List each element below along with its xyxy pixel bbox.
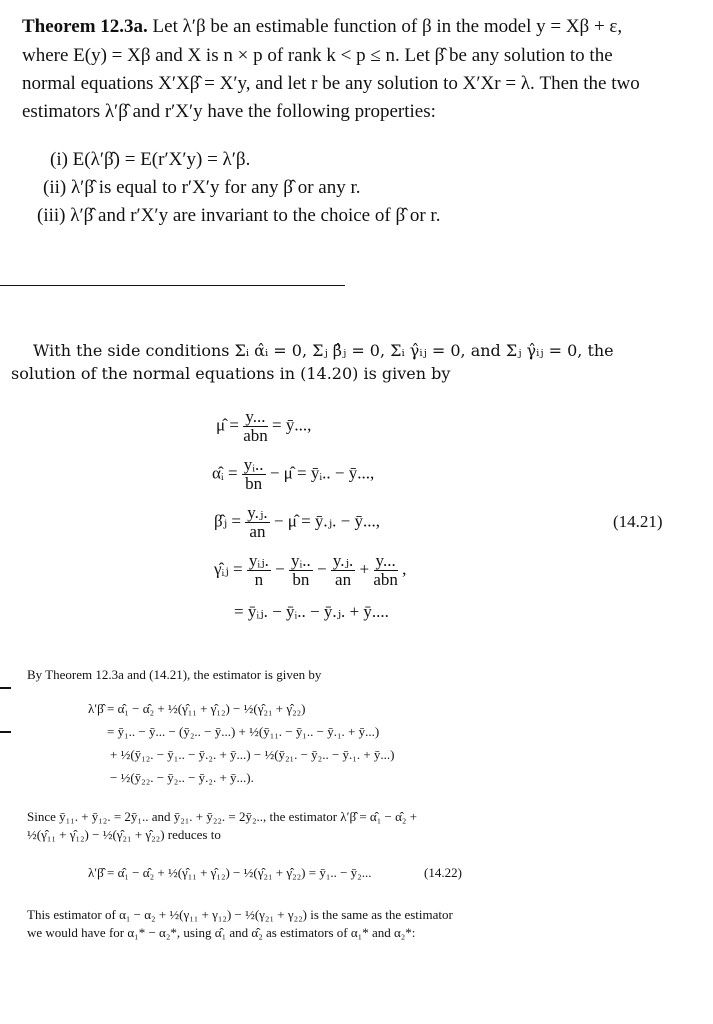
eq4-term2: [289, 552, 313, 589]
final-line-1: This estimator of α₁ − α₂ + ½(γ₁₁ + γ₁₂) − ½(γ₂₁ + γ₂₂) is the same as the estimator: [27, 907, 453, 922]
eq4-t1-num: yᵢⱼ.: [248, 551, 269, 570]
property-iii: (iii) λ′β̂ and r′X′y are invariant to the choice of β̂ or r.: [37, 205, 441, 226]
eq3-lhs: β̂ⱼ =: [214, 511, 241, 531]
margin-mark-1: [0, 687, 11, 689]
since-line-1: Since ȳ₁₁. + ȳ₁₂. = 2ȳ₁.. and ȳ₂₁. + ȳ₂₂. = 2ȳ₂.., the estimator λ′β̂ = α̂₁ − α̂₂ +: [27, 809, 417, 824]
eq1-num: y...: [245, 407, 266, 426]
estimator-eq-line-4: − ½(ȳ₂₂. − ȳ₂.. − ȳ.₂. + ȳ...).: [110, 770, 254, 785]
theorem-line-3: normal equations X′Xβ̂ = X′y, and let r be any solution to X′Xr = λ. Then the two: [22, 73, 640, 94]
equation-number-14-22: (14.22): [424, 865, 462, 880]
eq4-t2-num: yᵢ..: [291, 551, 311, 570]
eq3-den: an: [249, 522, 266, 541]
eq2-lhs: α̂ᵢ =: [212, 463, 238, 483]
eq4-op2: −: [317, 559, 327, 579]
theorem-text: Let λ′β be an estimable function of β in the model y = Xβ + ε,: [152, 16, 623, 37]
eq3-fraction: [245, 504, 269, 541]
property-ii: (ii) λ′β̂ is equal to r′X′y for any β̂ or any r.: [43, 177, 361, 198]
eq2-rhs: − μ̂ = ȳᵢ.. − ȳ...,: [269, 463, 375, 483]
eq4-t3-den: an: [335, 570, 352, 589]
eq4-op3: +: [359, 559, 370, 579]
eq1-rhs: = ȳ...,: [272, 415, 312, 435]
eq4-t4-num: y...: [375, 551, 396, 570]
theorem-line-2: where E(y) = Xβ and X is n × p of rank k < p ≤ n. Let β̂ be any solution to the: [22, 45, 613, 66]
eq4-op1: −: [275, 559, 285, 579]
eq-mu-hat: [216, 408, 311, 445]
eq4-t1-den: n: [254, 570, 264, 589]
eq3-rhs: − μ̂ = ȳ.ⱼ. − ȳ...,: [273, 511, 380, 531]
eq1-den: abn: [243, 426, 268, 445]
solution-intro-line: solution of the normal equations in (14.20) is given by: [11, 364, 451, 383]
equation-number-14-21: (14.21): [613, 512, 663, 531]
eq4-t4-den: abn: [373, 570, 398, 589]
estimator-eq-line-3: + ½(ȳ₁₂. − ȳ₁.. − ȳ.₂. + ȳ...) − ½(ȳ₂₁. − ȳ₂.. − ȳ.₁. + ȳ...): [110, 747, 395, 762]
equation-14-22: λ′β̂ = α̂₁ − α̂₂ + ½(γ̂₁₁ + γ̂₁₂) − ½(γ̂₂₁ + γ̂₂₂) = ȳ₁.. − ȳ₂...: [88, 865, 372, 880]
final-line-2: we would have for α₁* − α₂*, using α̂₁ and α̂₂ as estimators of α₁* and α₂*:: [27, 925, 416, 940]
side-conditions-line: With the side conditions Σᵢ α̂ᵢ = 0, Σⱼ β̂ⱼ = 0, Σᵢ γ̂ᵢⱼ = 0, and Σⱼ γ̂ᵢⱼ = 0, the: [33, 341, 614, 360]
eq4-term3: [331, 552, 355, 589]
eq3-num: y.ⱼ.: [247, 503, 268, 522]
estimator-eq-line-1: λ′β̂ = α̂₁ − α̂₂ + ½(γ̂₁₁ + γ̂₁₂) − ½(γ̂₂₁ + γ̂₂₂): [88, 701, 306, 716]
eq-beta-hat: [214, 504, 380, 541]
eq2-den: bn: [245, 474, 263, 493]
since-line-2: ½(γ̂₁₁ + γ̂₁₂) − ½(γ̂₂₁ + γ̂₂₂) reduces to: [27, 827, 221, 842]
theorem-line-1: [22, 13, 622, 40]
theorem-line-4: estimators λ′β̂ and r′X′y have the following properties:: [22, 101, 436, 122]
eq1-fraction: [243, 408, 268, 445]
theorem-heading: Theorem 12.3a.: [22, 16, 148, 37]
eq2-fraction: [242, 456, 266, 493]
eq4-term1: [247, 552, 271, 589]
eq4-t3-num: y.ⱼ.: [332, 551, 354, 570]
estimator-eq-line-2: = ȳ₁.. − ȳ... − (ȳ₂.. − ȳ...) + ½(ȳ₁₁. − ȳ₁.. − ȳ.₁. + ȳ...): [107, 724, 380, 739]
eq-alpha-hat: [212, 456, 374, 493]
eq4-comma: ,: [402, 559, 407, 579]
eq4-t2-den: bn: [292, 570, 310, 589]
eq4-term4: [373, 552, 398, 589]
eq-gamma-hat-line2: = ȳᵢⱼ. − ȳᵢ.. − ȳ.ⱼ. + ȳ....: [234, 602, 389, 621]
eq-gamma-hat: [214, 552, 406, 589]
property-i: (i) E(λ′β̂) = E(r′X′y) = λ′β.: [50, 149, 251, 170]
section-divider: [0, 285, 345, 286]
estimator-intro: By Theorem 12.3a and (14.21), the estimator is given by: [27, 667, 322, 682]
eq2-num: yᵢ..: [243, 455, 264, 474]
margin-mark-2: [0, 731, 11, 733]
eq4-lhs: γ̂ᵢⱼ =: [214, 559, 243, 579]
eq1-lhs: μ̂ =: [216, 415, 239, 435]
